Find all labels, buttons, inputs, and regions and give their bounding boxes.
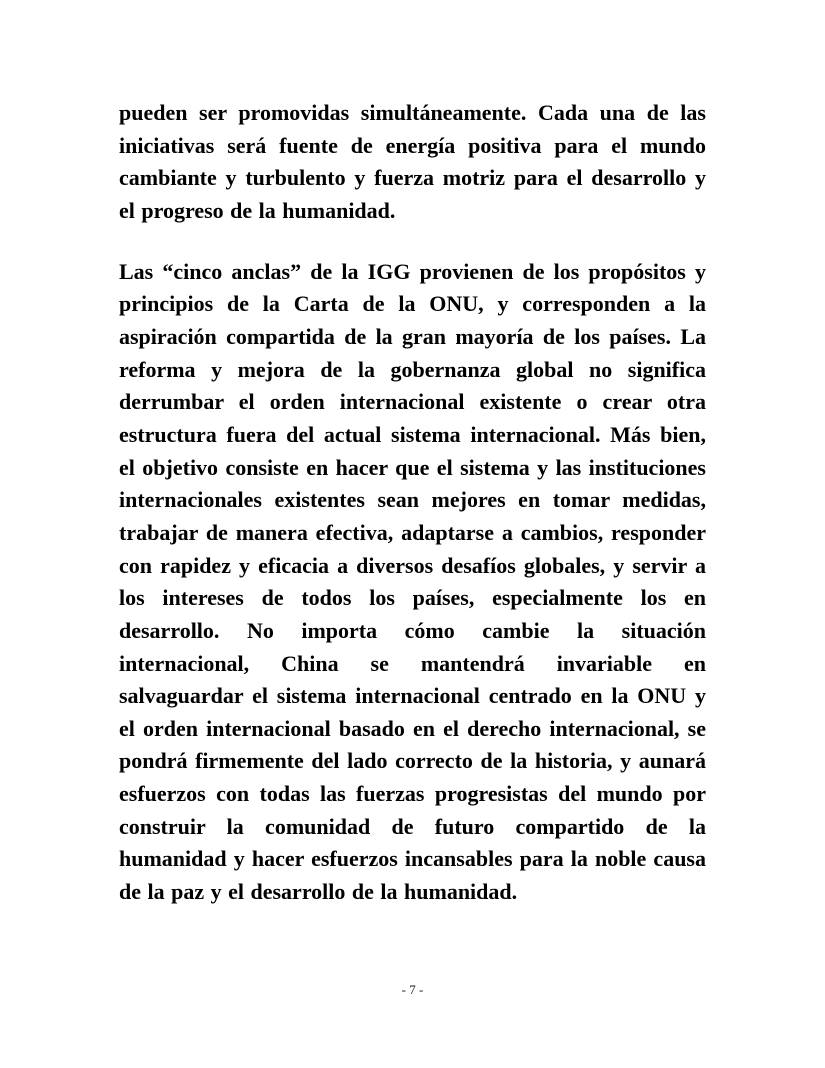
- paragraph-1: pueden ser promovidas simultáneamente. Cada una de las iniciativas será fuente de energía positiva para el mundo cambiante y turbulento y fuerza motriz para el desarrollo y el progreso de la humanidad.: [119, 100, 706, 223]
- page-number: - 7 -: [401, 982, 424, 997]
- paragraph-2: Las “cinco anclas” de la IGG provienen de los propósitos y principios de la Carta de la ONU, y corresponden a la aspiración compartida de la gran mayoría de los países. La reforma y mejora de la gobernanza global no significa derrumbar el orden internacional existente o crear otra estructura fuera del actual sistema internacional. Más bien, el objetivo consiste en hacer que el sistema y las instituciones internacionales existentes sean mejores en tomar medidas, trabajar de manera efectiva, adaptarse a cambios, responder con rapidez y eficacia a diversos desafíos globales, y servir a los intereses de todos los países, especialmente los en desarrollo. No importa cómo cambie la situación internacional, China se mantendrá invariable en salvaguardar el sistema internacional centrado en la ONU y el orden internacional basado en el derecho internacional, se pondrá firmemente del lado correcto de la historia, y aunará esfuerzos con todas las fuerzas progresistas del mundo por construir la comunidad de futuro compartido de la humanidad y hacer esfuerzos incansables para la noble causa de la paz y el desarrollo de la humanidad.: [119, 258, 706, 905]
- document-body: [119, 97, 706, 909]
